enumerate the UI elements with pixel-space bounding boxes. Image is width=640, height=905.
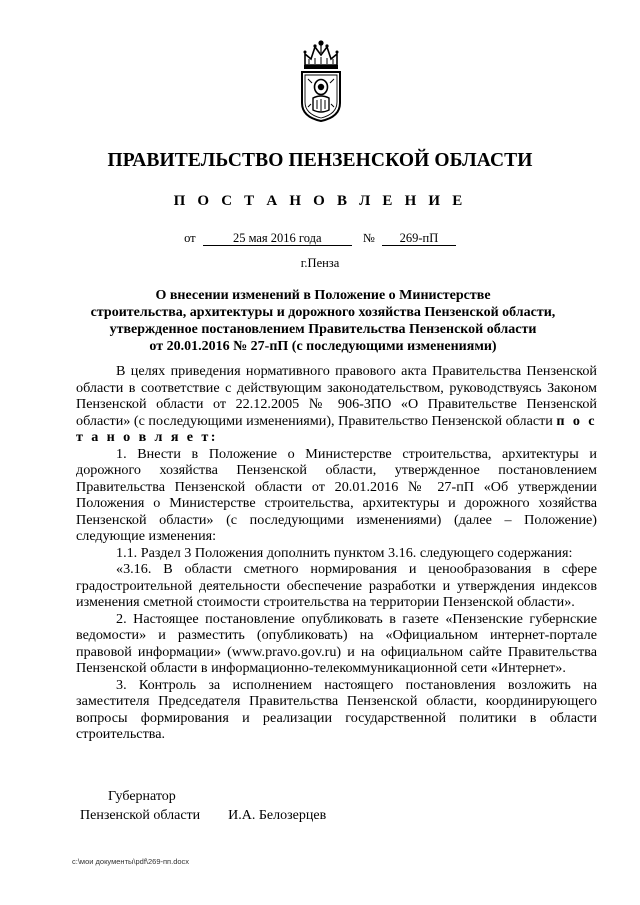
document-number: 269-пП — [382, 232, 456, 246]
file-path-footer: c:\мои документы\pdf\269-пп.docx — [72, 857, 190, 866]
document-heading — [66, 287, 580, 355]
clause-3-paragraph: 3. Контроль за исполнением настоящего постановления возложить на заместителя Председателя Правительства Пензенской области, координирующего вопросы формирования и реализации государственной политики в области строительства. — [76, 676, 597, 742]
heading-line: утвержденное постановлением Правительства Пензенской области — [109, 322, 537, 337]
date-prefix: от — [184, 231, 196, 245]
document-body — [76, 363, 597, 743]
document-date: 25 мая 2016 года — [203, 232, 352, 246]
signatory-post-line2-row — [80, 806, 326, 825]
heading-line: от 20.01.2016 № 27-пП (с последующими изменениями) — [149, 339, 497, 354]
clause-3-16-paragraph: «3.16. В области сметного нормирования и ценообразования в сфере градостроительной деятельности обеспечение разработки и утверждения индексов изменения сметной стоимости строительства на территории Пензенской области». — [76, 561, 597, 610]
number-prefix: № — [362, 231, 375, 245]
clause-2-paragraph: 2. Настоящее постановление опубликовать в газете «Пензенские губернские ведомости» и разместить (опубликовать) на «Официальном интернет-портале правовой информации» (www.pravo.gov.ru) и на официальном сайте Правительства Пензенской области в информационно-телекоммуникационной сети «Интернет». — [76, 610, 597, 676]
date-number-line — [0, 231, 640, 246]
preamble-text: В целях приведения нормативного правового акта Правительства Пензенской области в соответствие с действующим законодательством, руководствуясь Законом Пензенской области от 22.12.2005 № 906-ЗПО «О Правительстве Пензенской области» (с последующими изменениями), Правительство Пензенской области — [76, 363, 597, 429]
coat-of-arms-icon — [296, 37, 346, 123]
signatory-name: И.А. Белозерцев — [228, 808, 327, 823]
signature-block — [80, 787, 326, 825]
government-title: ПРАВИТЕЛЬСТВО ПЕНЗЕНСКОЙ ОБЛАСТИ — [107, 150, 533, 171]
signatory-post-line1: Губернатор — [108, 789, 176, 804]
heading-line: строительства, архитектуры и дорожного хозяйства Пензенской области, — [90, 305, 556, 320]
heading-line: О внесении изменений в Положение о Министерстве — [155, 288, 491, 303]
clause-1-1-paragraph: 1.1. Раздел 3 Положения дополнить пунктом 3.16. следующего содержания: — [116, 544, 573, 561]
clause-1-paragraph: 1. Внести в Положение о Министерстве строительства, архитектуры и дорожного хозяйства Пензенской области, утвержденное постановлением Правительства Пензенской области от 20.01.2016 № 27-пП «Об утверждении Положения о Министерстве строительства, архитектуры и дорожного хозяйства Пензенской области» (с последующими изменениями) (далее – Положение) следующие изменения: — [76, 445, 597, 544]
document-type: П О С Т А Н О В Л Е Н И Е — [173, 193, 467, 209]
signatory-post-line2: Пензенской области — [80, 808, 201, 823]
preamble-paragraph — [76, 363, 597, 446]
city-name: г.Пенза — [300, 256, 340, 270]
decree-keyword: п о с т а н о в л я е т: — [76, 412, 597, 445]
